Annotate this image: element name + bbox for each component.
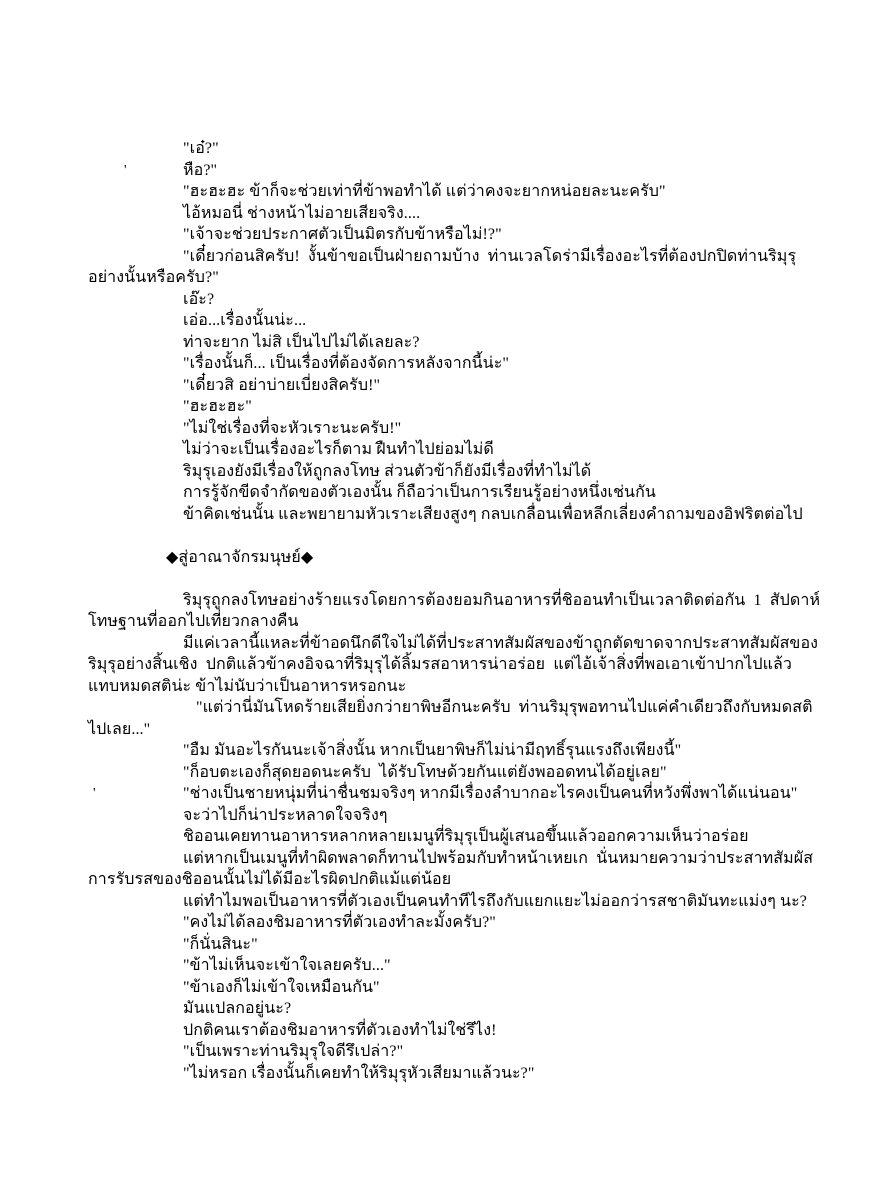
line-text: เอ๊ะ? [183,290,215,308]
text-line [88,697,813,719]
text-line [88,1041,808,1063]
line-text: "แต่ว่านี่มันโหดร้ายเสียยิ่งกว่ายาพิษอีกนะครับ ท่านริมุรุพอทานไปแค่คำเดียวถึงกับหมดสติ [196,699,813,716]
text-line [88,332,808,354]
line-text: ปกติคนเราต้องชิมอาหารที่ตัวเองทำไม่ใช่รึไง! [183,1021,497,1039]
line-text: มันแปลกอยู่นะ? [183,1000,292,1017]
line-text: แต่ทำไมพอเป็นอาหารที่ตัวเองเป็นคนทำทีไรถึงกับแยกแยะไม่ออกว่ารสชาติมันทะแม่งๆ นะ? [183,892,807,910]
text-line [88,654,808,676]
stray-quote-mark: ' [124,162,127,178]
text-line [88,762,808,784]
line-text: "ไม่หรอก เรื่องนั้นก็เคยทำให้ริมุรุหัวเสียมาแล้วนะ?" [183,1064,535,1082]
line-text: ริมุรุอย่างสิ้นเชิง ปกติแล้วข้าคงอิจฉาที่ริมุรุได้ลิ้มรสอาหารน่าอร่อย แต่ไอ้เจ้าสิ่งที่พอเอาเข้าปากไปแล้ว [88,656,793,673]
line-text: "ไม่ใช่เรื่องที่จะหัวเราะนะครับ!" [183,419,402,437]
section-heading-text: ◆สู่อาณาจักรมนุษย์◆ [166,548,314,566]
text-line [88,289,808,311]
text-line [88,1020,808,1042]
line-text: อย่างนั้นหรือครับ?" [88,269,219,286]
text-line [88,482,808,504]
line-text: "ก็นั่นสินะ" [183,935,258,953]
line-text: มีแค่เวลานี้แหละที่ข้าอดนึกดีใจไม่ได้ที่ประสาทสัมผัสของข้าถูกตัดขาดจากประสาทสัมผัสของ [183,634,819,652]
text-line [88,439,808,461]
line-text: การรับรสของชิออนนั้นไม่ได้มีอะไรผิดปกติแม้แต่น้อย [88,871,452,888]
line-text: "ช่างเป็นชายหนุ่มที่น่าชื่นชมจริงๆ หากมีเรื่องลำบากอะไรคงเป็นคนที่หวังพึ่งพาได้แน่นอน" [183,785,798,802]
text-line [88,955,808,977]
text-line [88,611,808,633]
text-line [88,998,808,1020]
text-line [88,310,808,332]
text-line [88,719,808,741]
line-text: เอ่อ...เรื่องนั้นน่ะ... [183,312,307,329]
stray-quote-mark: ' [93,786,96,801]
text-line [88,934,808,956]
line-text: "เจ้าจะช่วยประกาศตัวเป็นมิตรกับข้าหรือไม่!?" [183,226,502,243]
line-text: "คงไม่ได้ลองชิมอาหารที่ตัวเองทำละมั้งครับ?" [183,914,496,931]
line-text: ริมุรุถูกลงโทษอย่างร้ายแรงโดยการต้องยอมกินอาหารที่ชิออนทำเป็นเวลาติดต่อกัน 1 สัปดาห์ [183,591,821,609]
line-text: โทษฐานที่ออกไปเที่ยวกลางคืน [88,613,299,630]
text-line [88,396,808,418]
text-line [88,805,808,827]
text-line [88,267,808,289]
text-line [88,912,808,934]
section-heading [88,547,808,569]
line-text: ไอ้หมอนี่ ช่างหน้าไม่อายเสียจริง.... [183,204,421,222]
line-text: แทบหมดสติน่ะ ข้าไม่นับว่าเป็นอาหารหรอกนะ [88,677,407,695]
text-line [88,891,808,913]
text-line [88,418,808,440]
line-text: ริมุรุเองยังมีเรื่องให้ถูกลงโทษ ส่วนตัวข้าก็ยังมีเรื่องที่ทำไม่ได้ [183,462,592,480]
line-text: "ข้าไม่เห็นจะเข้าใจเลยครับ..." [183,957,391,974]
line-text: หือ?" [183,161,218,179]
text-line [88,203,808,225]
text-line [88,848,814,870]
line-text: "ฮะฮะฮะ ข้าก็จะช่วยเท่าที่ข้าพอทำได้ แต่ว่าคงจะยากหน่อยละนะครับ" [183,183,666,200]
text-line [88,138,808,160]
line-text: "อืม มันอะไรกันนะเจ้าสิ่งนั้น หากเป็นยาพิษก็ไม่น่ามีฤทธิ์รุนแรงถึงเพียงนี้" [183,742,682,759]
line-text: ไม่ว่าจะเป็นเรื่องอะไรก็ตาม ฝืนทำไปย่อมไม่ดี [183,441,494,458]
text-line [88,740,808,762]
line-text: ท่าจะยาก ไม่สิ เป็นไปไม่ได้เลยละ? [183,333,420,351]
line-text: ไปเลย..." [88,720,151,738]
line-text: "เดี๋ยวก่อนสิครับ! งั้นข้าขอเป็นฝ่ายถามบ้าง ท่านเวลโดร่ามีเรื่องอะไรที่ต้องปกปิดท่านริมุรุ [183,247,797,265]
text-line [88,1063,808,1085]
line-text: "เรื่องนั้นก็... เป็นเรื่องที่ต้องจัดการหลังจากนี้น่ะ" [183,355,510,372]
text-line [88,826,808,848]
text-lines [88,138,821,1084]
text-line [88,375,808,397]
text-line [88,977,808,999]
line-text: ข้าคิดเช่นนั้น และพยายามหัวเราะเสียงสูงๆ กลบเกลื่อนเพื่อหลีกเลี่ยงคำถามของอิฟริตต่อไป [183,505,803,523]
text-line [88,590,821,612]
line-text: "เอ๋?" [183,140,219,157]
line-text: ชิออนเคยทานอาหารหลากหลายเมนูที่ริมุรุเป็นผู้เสนอขึ้นแล้วออกความเห็นว่าอร่อย [183,828,749,845]
line-text: แต่หากเป็นเมนูที่ทำผิดพลาดก็ทานไปพร้อมกับทำหน้าเหยเก นั่นหมายความว่าประสาทสัมผัส [183,849,814,867]
line-text: "เป็นเพราะท่านริมุรุใจดีรึเปล่า?" [183,1043,404,1060]
text-line [88,181,808,203]
blank-line [88,525,808,547]
text-line [88,160,808,182]
text-line [88,869,808,891]
text-line [88,246,808,268]
text-line [88,224,808,246]
text-line [88,353,808,375]
line-text: "เดี๋ยวสิ อย่าบ่ายเบี่ยงสิครับ!" [183,376,381,394]
line-text: จะว่าไปก็น่าประหลาดใจจริงๆ [183,806,388,824]
line-text: "ข้าเองก็ไม่เข้าใจเหมือนกัน" [183,978,380,996]
line-text: "ฮะฮะฮะ" [183,398,252,415]
text-line [88,461,808,483]
text-line [88,783,808,805]
text-line [88,676,808,698]
text-line [88,504,808,526]
line-text: "ก็อบตะเองก็สุดยอดนะครับ ได้รับโทษด้วยกันแต่ยังพออดทนได้อยู่เลย" [183,763,667,781]
text-line [88,633,819,655]
blank-line [88,568,808,590]
line-text: การรู้จักขีดจำกัดของตัวเองนั้น ก็ถือว่าเป็นการเรียนรู้อย่างหนึ่งเช่นกัน [183,484,656,501]
